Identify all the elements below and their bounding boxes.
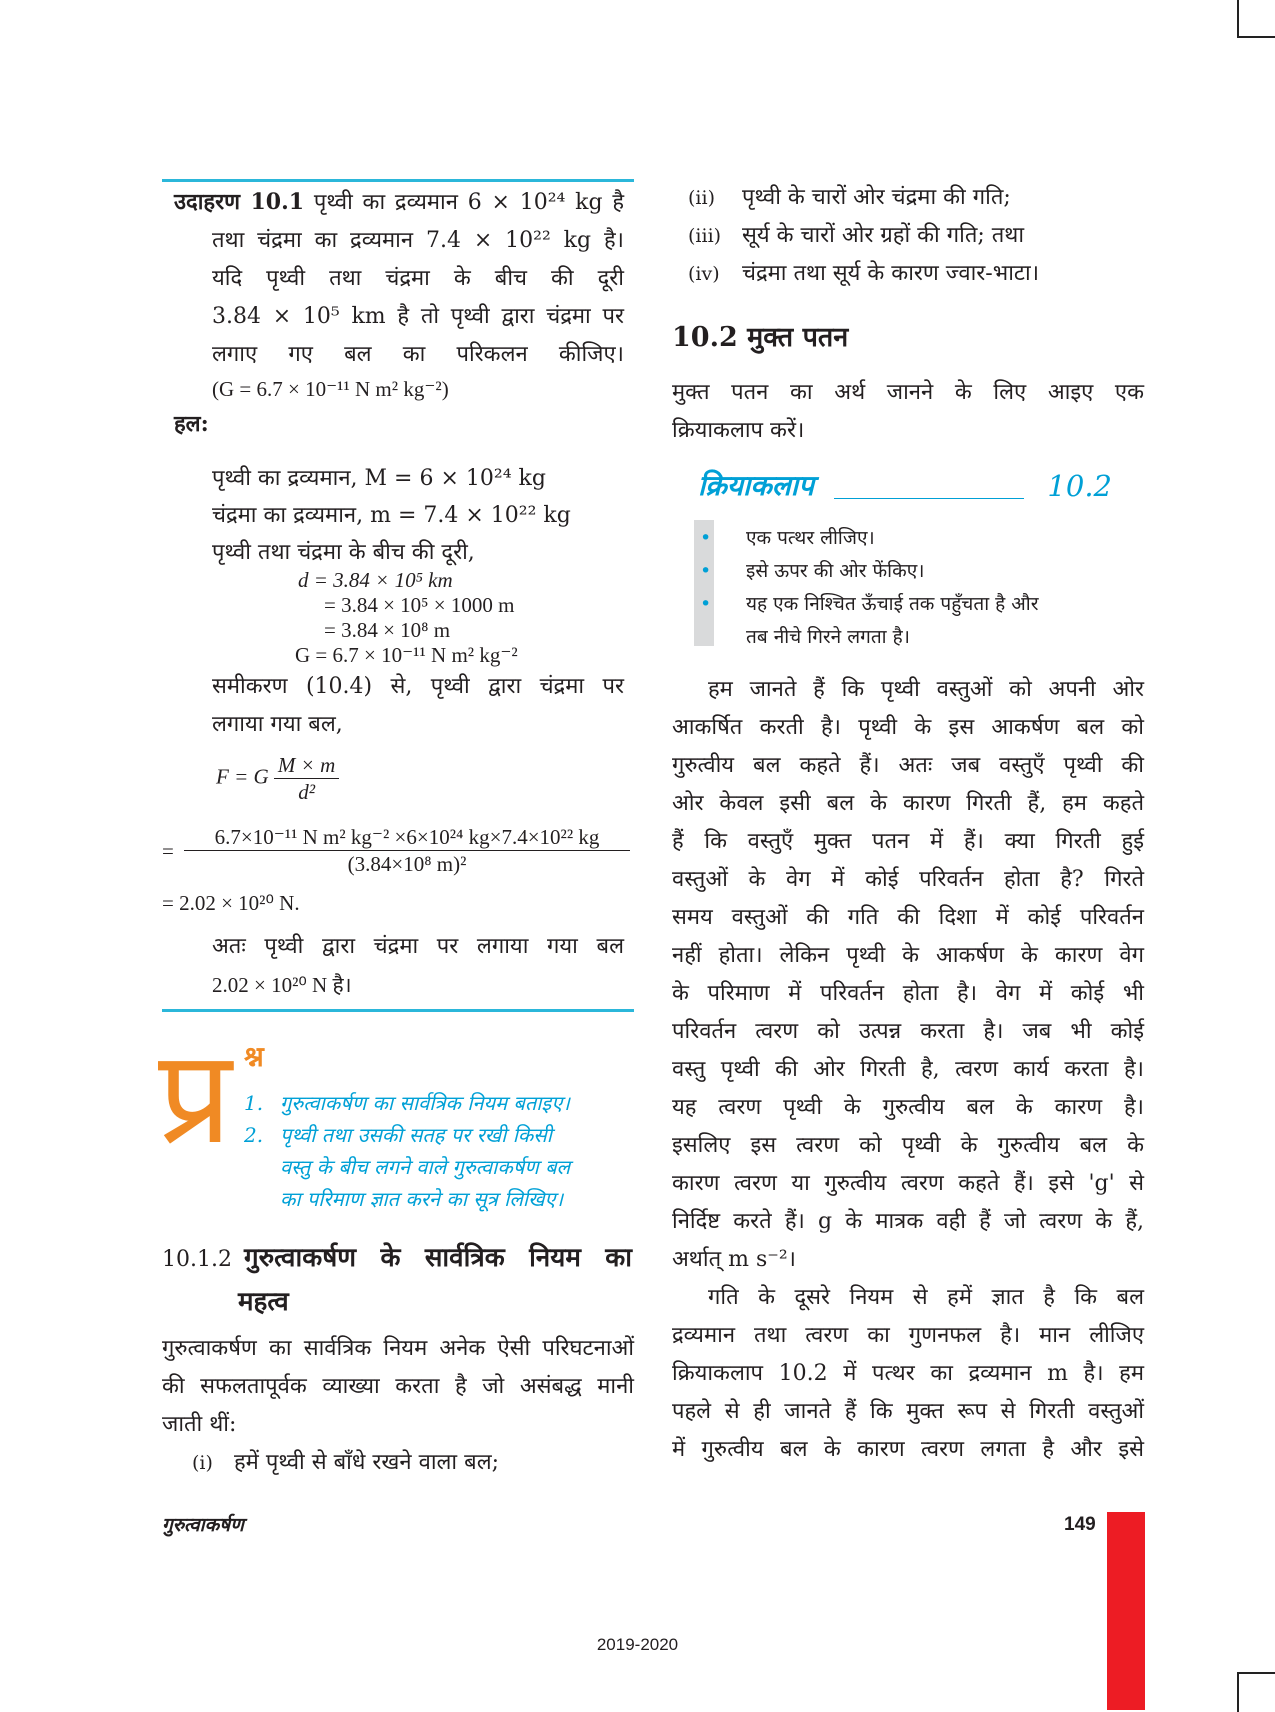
para-1012-line-1: गुरुत्वाकर्षण का सार्वत्रिक नियम अनेक ऐसी परिघटनाओं	[162, 1336, 634, 1361]
solution-block	[174, 405, 624, 443]
conclusion	[212, 928, 624, 1004]
given-mass-earth: पृथ्वी का द्रव्यमान, M = 6 × 10²⁴ kg	[212, 466, 546, 491]
body2-line-4: पहले से ही जानते हैं कि मुक्त रूप से गिरती वस्तुओं	[672, 1399, 1144, 1424]
example-line-3: यदि पृथ्वी तथा चंद्रमा के बीच की दूरी	[212, 266, 624, 291]
equation-line-2: लगाया गया बल,	[212, 712, 343, 737]
body-line-3: गुरुत्वीय बल कहते हैं। अतः जब वस्तुएँ पृथ्वी की	[672, 753, 1144, 778]
conclusion-line-1: अतः पृथ्वी द्वारा चंद्रमा पर लगाया गया बल	[212, 934, 624, 959]
footer-page-number: 149	[1064, 1514, 1096, 1535]
activity-header	[698, 466, 1112, 506]
phenomenon-4: चंद्रमा तथा सूर्य के कारण ज्वार-भाटा।	[742, 261, 1040, 286]
body-line-6: वस्तुओं के वेग में कोई परिवर्तन होता है? गिरते	[672, 867, 1144, 892]
body-line-1: हम जानते हैं कि पृथ्वी वस्तुओं को अपनी ओर	[708, 677, 1144, 702]
free-fall-body	[672, 671, 1144, 1469]
section-1012-number: 10.1.2	[162, 1247, 232, 1272]
example-line-4: 3.84 × 10⁵ km है तो पृथ्वी द्वारा चंद्रमा पर	[212, 304, 624, 329]
example-block	[174, 183, 624, 404]
body-line-7: समय वस्तुओं की गति की दिशा में कोई परिवर्तन	[672, 905, 1144, 930]
question-2-number: 2.	[244, 1123, 264, 1147]
phenomenon-2: पृथ्वी के चारों ओर चंद्रमा की गति;	[742, 185, 1011, 210]
activity-step-2: इसे ऊपर की ओर फेंकिए।	[746, 560, 925, 582]
body-line-10: परिवर्तन त्वरण को उत्पन्न करता है। जब भी कोई	[672, 1019, 1144, 1044]
activity-step-1: एक पत्थर लीजिए।	[746, 527, 875, 549]
conclusion-line-2: 2.02 × 10²⁰ N है।	[212, 973, 352, 997]
solution-label: हल:	[174, 411, 209, 437]
gravitational-constant: G = 6.7 × 10⁻¹¹ N m² kg⁻²	[295, 643, 518, 667]
activity-number: 10.2	[1047, 469, 1112, 503]
question-2-line-2: वस्तु के बीच लगने वाले गुरुत्वाकर्षण बल	[280, 1155, 571, 1179]
questions-list	[244, 1087, 624, 1215]
para-1012-line-3: जाती थीं:	[162, 1412, 237, 1437]
body-line-14: कारण त्वरण या गुरुत्वीय त्वरण कहते हैं। इसे 'g' से	[672, 1171, 1144, 1196]
given-distance-label: पृथ्वी तथा चंद्रमा के बीच की दूरी,	[212, 540, 475, 565]
footer-year: 2019-2020	[596, 1635, 679, 1654]
bullet-icon: •	[700, 527, 712, 549]
calc-denominator: (3.84×10⁸ m)²	[347, 852, 467, 876]
example-line-2: तथा चंद्रमा का द्रव्यमान 7.4 × 10²² kg है।	[212, 228, 624, 253]
section-1012-heading	[162, 1237, 632, 1323]
activity-underline	[834, 498, 1024, 499]
phenomenon-4-number: (iv)	[688, 263, 720, 285]
activity-label: क्रियाकलाप	[698, 469, 814, 502]
phenomena-list-cont	[688, 179, 1128, 293]
example-line-5: लगाए गए बल का परिकलन कीजिए।	[212, 342, 624, 367]
bullet-icon: •	[700, 560, 712, 582]
body-line-8: नहीं होता। लेकिन पृथ्वी के आकर्षण के कारण वेग	[672, 943, 1144, 968]
equation-intro	[212, 668, 624, 744]
distance-step-1: d = 3.84 × 10⁵ km	[298, 568, 453, 592]
example-line-1: पृथ्वी का द्रव्यमान 6 × 10²⁴ kg है	[313, 190, 625, 215]
calc-numerator: 6.7×10⁻¹¹ N m² kg⁻² ×6×10²⁴ kg×7.4×10²² kg	[184, 824, 630, 851]
body2-line-2: द्रव्यमान तथा त्वरण का गुणनफल है। मान लीजिए	[672, 1323, 1144, 1348]
para-1012-line-2: की सफलतापूर्वक व्याख्या करता है जो असंबद्ध मानी	[162, 1374, 634, 1399]
section-1012-title-2: महत्व	[238, 1287, 289, 1317]
page-edge-tab	[1107, 1512, 1145, 1710]
body-line-11: वस्तु पृथ्वी की ओर गिरती है, त्वरण कार्य करता है।	[672, 1057, 1144, 1082]
formula-numerator: M × m	[274, 752, 339, 779]
crop-mark-bottom-right	[1237, 1672, 1275, 1712]
crop-mark-top-right	[1237, 0, 1275, 38]
question-1: गुरुत्वाकर्षण का सार्वत्रिक नियम बताइए।	[280, 1091, 570, 1115]
intro-line-2: क्रियाकलाप करें।	[672, 418, 805, 443]
footer-chapter-name: गुरुत्वाकर्षण	[162, 1514, 244, 1536]
distance-step-2: = 3.84 × 10⁵ × 1000 m	[324, 593, 515, 617]
formula-denominator: d²	[298, 780, 315, 804]
body2-line-3: क्रियाकलाप 10.2 में पत्थर का द्रव्यमान m है। हम	[672, 1361, 1144, 1386]
phenomenon-1: हमें पृथ्वी से बाँधे रखने वाला बल;	[234, 1450, 500, 1475]
activity-step-3-cont: तब नीचे गिरने लगता है।	[746, 626, 910, 648]
given-mass-moon: चंद्रमा का द्रव्यमान, m = 7.4 × 10²² kg	[212, 503, 571, 528]
example-top-rule	[162, 179, 634, 182]
calc-prefix: =	[162, 839, 174, 863]
example-bottom-rule	[162, 1009, 634, 1012]
formula-fraction	[274, 752, 339, 805]
example-constant: (G = 6.7 × 10⁻¹¹ N m² kg⁻²)	[212, 377, 449, 401]
gravity-formula	[216, 752, 339, 805]
phenomenon-3-number: (iii)	[688, 225, 722, 247]
questions-big-letter: प्र	[158, 1021, 232, 1173]
question-2-line-1: पृथ्वी तथा उसकी सतह पर रखी किसी	[280, 1123, 552, 1147]
distance-steps	[295, 568, 628, 668]
body2-line-1: गति के दूसरे नियम से हमें ज्ञात है कि बल	[708, 1285, 1144, 1310]
phenomenon-3: सूर्य के चारों ओर ग्रहों की गति; तथा	[742, 223, 1025, 248]
section-1012-paragraph	[162, 1330, 634, 1482]
activity-steps	[700, 522, 1140, 654]
body-line-16: अर्थात् m s⁻²।	[672, 1247, 797, 1272]
section-1012-title-1: गुरुत्वाकर्षण के सार्वत्रिक नियम का	[243, 1243, 632, 1273]
question-1-number: 1.	[244, 1091, 264, 1115]
phenomenon-1-number: (i)	[192, 1452, 213, 1474]
body-line-2: आकर्षित करती है। पृथ्वी के इस आकर्षण बल को	[672, 715, 1144, 740]
body2-line-5: में गुरुत्वीय बल के कारण त्वरण लगता है और इसे	[672, 1437, 1144, 1462]
solution-givens	[212, 460, 632, 571]
formula-lhs: F = G	[216, 764, 269, 789]
body-line-9: के परिमाण में परिवर्तन होता है। वेग में कोई भी	[672, 981, 1144, 1006]
question-2-line-3: का परिमाण ज्ञात करने का सूत्र लिखिए।	[280, 1187, 564, 1211]
bullet-icon: •	[700, 593, 712, 615]
activity-step-3: यह एक निश्चित ऊँचाई तक पहुँचता है और	[746, 593, 1039, 615]
example-label: उदाहरण 10.1	[174, 189, 305, 215]
phenomenon-2-number: (ii)	[688, 187, 715, 209]
body-line-4: ओर केवल इसी बल के कारण गिरती हैं, हम कहते	[672, 791, 1144, 816]
body-line-15: निर्दिष्ट करते हैं। g के मात्रक वही हैं जो त्वरण के हैं,	[672, 1209, 1144, 1234]
distance-step-3: = 3.84 × 10⁸ m	[324, 618, 451, 642]
body-line-13: इसलिए इस त्वरण को पृथ्वी के गुरुत्वीय बल के	[672, 1133, 1144, 1158]
questions-heading: श्न	[244, 1040, 264, 1073]
intro-line-1: मुक्त पतन का अर्थ जानने के लिए आइए एक	[672, 380, 1144, 405]
section-102-heading: 10.2 मुक्त पतन	[672, 322, 849, 353]
equation-line-1: समीकरण (10.4) से, पृथ्वी द्वारा चंद्रमा पर	[212, 674, 624, 699]
section-102-intro	[672, 374, 1144, 450]
body-line-5: हैं कि वस्तुएँ मुक्त पतन में हैं। क्या गिरती हुई	[672, 829, 1144, 854]
body-line-12: यह त्वरण पृथ्वी के गुरुत्वीय बल के कारण है।	[672, 1095, 1144, 1120]
force-result: = 2.02 × 10²⁰ N.	[162, 891, 300, 915]
